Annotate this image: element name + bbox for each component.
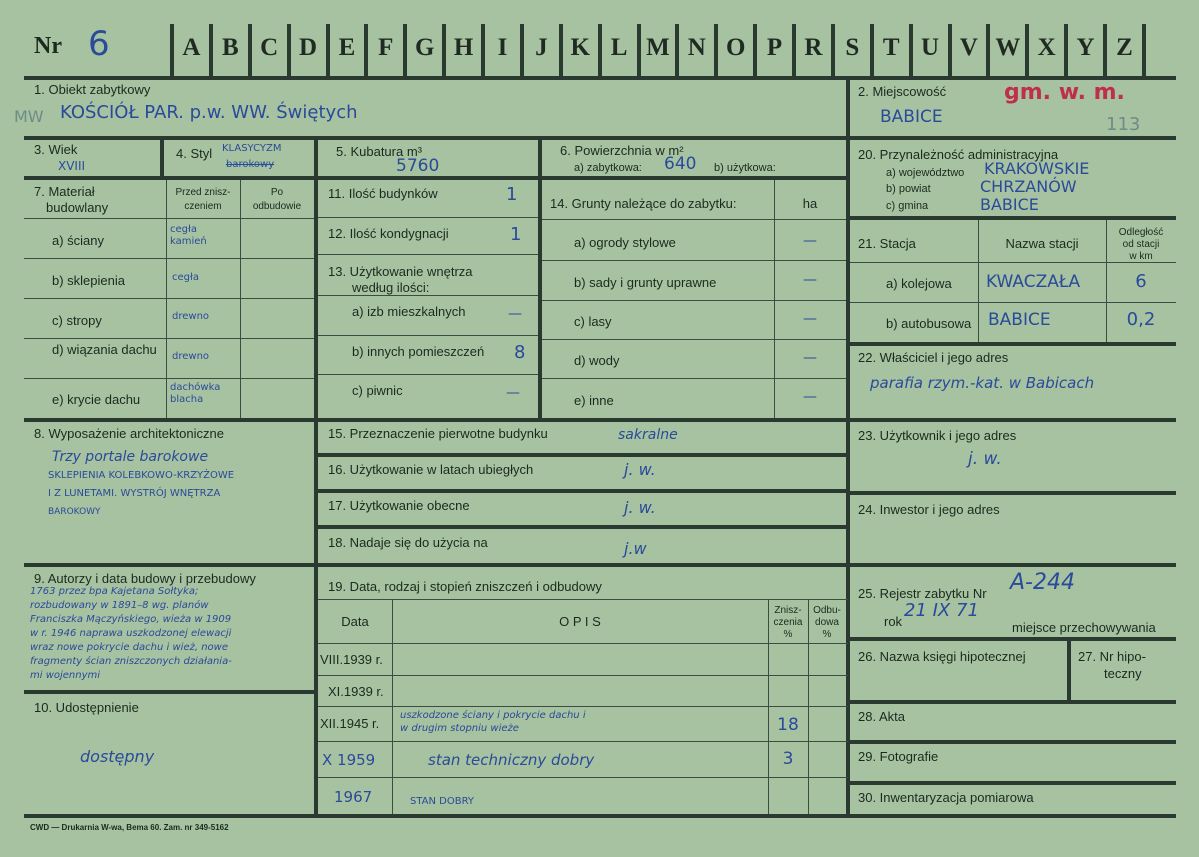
field-5-label: 5. Kubatura m³ [336, 144, 422, 159]
rule [24, 298, 314, 299]
rule [160, 136, 164, 178]
letter-divider [1103, 24, 1107, 76]
letter-index-cell: Y [1076, 34, 1095, 61]
field-8-value-2: SKLEPIENIA KOLEBKOWO-KRZYŻOWE [48, 470, 235, 481]
field-13-label-1: 13. Użytkowanie wnętrza [328, 264, 473, 279]
letter-divider [909, 24, 913, 76]
field-14-row-label: d) wody [574, 353, 620, 368]
field-5-value: 5760 [396, 156, 440, 176]
letter-index-cell: S [845, 34, 860, 61]
field-17-value: j. w. [624, 498, 656, 517]
rule [166, 180, 167, 418]
field-19-col-rebuild-1: Odbu- [813, 605, 841, 616]
rule [318, 374, 538, 375]
field-2-number: 113 [1106, 114, 1141, 135]
field-20-b-label: b) powiat [886, 183, 931, 195]
field-4-struck-value: barokowy [226, 159, 275, 170]
field-25-place-label: miejsce przechowywania [1012, 620, 1156, 635]
rule [24, 136, 1176, 140]
field-2-note: gm. w. m. [1004, 80, 1125, 105]
field-3-label: 3. Wiek [34, 142, 78, 157]
field-21-label: 21. Stacja [858, 236, 916, 251]
field-9-line: w r. 1946 naprawa uszkodzonej elewacji [30, 628, 232, 639]
field-10-label: 10. Udostępnienie [34, 700, 139, 715]
field-21-bus-name: BABICE [988, 310, 1051, 330]
field-13-c-value: — [506, 385, 520, 401]
field-25-value: A-244 [1010, 570, 1075, 595]
rule [314, 136, 318, 816]
rule [318, 453, 848, 457]
rule [542, 339, 846, 340]
field-7-label-2: budowlany [46, 200, 109, 215]
field-19-col-rebuild-2: dowa [815, 617, 839, 628]
field-14-row-value: — [803, 389, 817, 405]
letter-index-cell: V [959, 34, 978, 61]
field-9-label: 9. Autorzy i data budowy i przebudowy [34, 571, 256, 586]
rule [542, 300, 846, 301]
field-15-value: sakralne [618, 427, 678, 443]
field-19-col-destr-1: Znisz- [774, 605, 802, 616]
field-24-label: 24. Inwestor i jego adres [858, 502, 1000, 517]
rule [848, 781, 1176, 785]
letter-index-cell: G [414, 34, 435, 61]
field-16-value: j. w. [624, 460, 656, 479]
field-19-row-date: XI.1939 r. [328, 684, 384, 699]
letter-divider [675, 24, 679, 76]
letter-index-cell: W [995, 34, 1021, 61]
rule [24, 258, 314, 259]
letter-index-cell: U [921, 34, 940, 61]
field-21-col-name: Nazwa stacji [1005, 236, 1079, 251]
field-13-a-value: — [508, 306, 522, 322]
letter-divider [481, 24, 485, 76]
field-14-row-value: — [803, 233, 817, 249]
field-7-row-label: e) krycie dachu [52, 392, 141, 407]
letter-divider [598, 24, 602, 76]
letter-index-cell: L [610, 34, 628, 61]
letter-divider [287, 24, 291, 76]
letter-index-cell: Z [1116, 34, 1133, 61]
field-1-margin-note: MW [14, 107, 44, 126]
field-14-row-label: e) inne [574, 393, 614, 408]
field-20-b-value: CHRZANÓW [980, 177, 1077, 196]
field-21-rail-dist: 6 [1135, 271, 1147, 292]
field-19-row-destr: 18 [777, 715, 799, 735]
letter-divider [364, 24, 368, 76]
letter-index-cell: T [882, 34, 900, 61]
field-6-a-value: 640 [664, 154, 697, 174]
field-26-label: 26. Nazwa księgi hipotecznej [858, 649, 1026, 664]
field-13-a-label: a) izb mieszkalnych [352, 304, 466, 319]
field-19-row-desc: stan techniczny dobry [428, 751, 595, 769]
field-20-a-value: KRAKOWSKIE [984, 159, 1090, 178]
letter-divider [520, 24, 524, 76]
field-21-col-dist-3: w km [1129, 251, 1153, 262]
rule [850, 302, 1176, 303]
field-2-value: BABICE [880, 107, 943, 127]
field-18-value: j.w [624, 539, 647, 558]
field-18-label: 18. Nadaje się do użycia na [328, 535, 488, 550]
field-7-col-before-1: Przed znisz- [175, 187, 231, 198]
letter-index-cell: I [497, 34, 508, 61]
field-7-col-after-2: odbudowie [252, 201, 302, 212]
field-21-rail-label: a) kolejowa [886, 276, 952, 291]
rule [848, 342, 1176, 346]
letter-divider [170, 24, 174, 76]
field-9-line: rozbudowany w 1891–8 wg. planów [30, 600, 209, 611]
field-14-row-value: — [803, 350, 817, 366]
letter-divider [1064, 24, 1068, 76]
field-23-value: j. w. [968, 449, 1002, 469]
field-7-row-before: dachówka blacha [170, 382, 221, 405]
field-7-row-before: cegła [172, 272, 199, 283]
field-6-a-label: a) zabytkowa: [574, 162, 642, 174]
field-7-col-before-2: czeniem [184, 201, 222, 212]
letter-index-cell: J [535, 34, 548, 61]
field-12-label: 12. Ilość kondygnacji [328, 226, 449, 241]
rule [24, 218, 314, 219]
field-14-row-value: — [803, 272, 817, 288]
rule [24, 418, 1176, 422]
field-9-line: wraz nowe pokrycie dachu i wież, nowe [30, 642, 228, 653]
letter-index-cell: H [453, 34, 474, 61]
field-9-line: Franciszka Mączyńskiego, wieża w 1909 [30, 614, 232, 625]
field-3-value: XVIII [58, 159, 86, 173]
field-19-col-desc: O P I S [559, 614, 601, 629]
letter-divider [326, 24, 330, 76]
letter-divider [986, 24, 990, 76]
field-14-row-label: c) lasy [574, 314, 612, 329]
field-9-line: mi wojennymi [30, 670, 101, 681]
field-1-label: 1. Obiekt zabytkowy [34, 82, 151, 97]
field-14-label: 14. Grunty należące do zabytku: [550, 196, 737, 211]
rule [24, 814, 1176, 818]
field-14-row-label: a) ogrody stylowe [574, 235, 676, 250]
field-19-row-desc: STAN DOBRY [410, 796, 475, 807]
letter-index-cell: B [221, 34, 239, 61]
field-8-value-4: BAROKOWY [48, 507, 101, 517]
field-6-b-label: b) użytkowa: [714, 162, 776, 174]
field-7-row-label: d) wiązania dachu [52, 342, 157, 357]
letter-divider [248, 24, 252, 76]
field-8-value-1: Trzy portale barokowe [52, 449, 209, 465]
field-13-label-2: według ilości: [352, 280, 430, 295]
field-13-c-label: c) piwnic [352, 383, 403, 398]
letter-index-cell: X [1037, 34, 1056, 61]
rule [542, 378, 846, 379]
field-11-label: 11. Ilość budynków [328, 186, 438, 201]
field-29-label: 29. Fotografie [858, 749, 939, 764]
field-16-label: 16. Użytkowanie w latach ubiegłych [328, 462, 534, 477]
letter-divider [1025, 24, 1029, 76]
field-19-row-desc-2: w drugim stopniu wieże [400, 723, 519, 734]
letter-divider [948, 24, 952, 76]
field-13-b-label: b) innych pomieszczeń [352, 344, 485, 359]
letter-index-cell: D [299, 34, 318, 61]
field-19-col-date: Data [341, 614, 369, 629]
letter-index-cell: M [646, 34, 670, 61]
letter-index-cell: E [338, 34, 356, 61]
printer-imprint: CWD — Drukarnia W-wa, Bema 60. Zam. nr 349-5162 [30, 823, 229, 832]
rule [24, 176, 848, 180]
field-19-col-destr-3: % [783, 629, 793, 640]
letter-index-cell: P [766, 34, 783, 61]
letter-divider [403, 24, 407, 76]
field-19-row-date: XII.1945 r. [320, 716, 380, 731]
field-15-label: 15. Przeznaczenie pierwotne budynku [328, 426, 548, 441]
rule [392, 599, 393, 814]
rule [1067, 637, 1071, 702]
field-17-label: 17. Użytkowanie obecne [328, 498, 470, 513]
field-19-col-rebuild-3: % [822, 629, 832, 640]
field-20-c-value: BABICE [980, 195, 1039, 214]
field-2-label: 2. Miejscowość [858, 84, 947, 99]
rule [24, 690, 318, 694]
rule [318, 295, 538, 296]
field-7-row-label: a) ściany [52, 233, 105, 248]
letter-divider [831, 24, 835, 76]
letter-index-cell: K [570, 34, 590, 61]
field-14-row-value: — [803, 311, 817, 327]
letter-divider [753, 24, 757, 76]
letter-index-cell: N [687, 34, 706, 61]
rule [318, 489, 848, 493]
rule [542, 219, 846, 220]
rule [848, 216, 1176, 220]
field-19-row-date: 1967 [334, 788, 373, 806]
letter-divider [637, 24, 641, 76]
rule [848, 700, 1176, 704]
rule [848, 637, 1176, 641]
field-19-row-date: X 1959 [322, 751, 376, 769]
field-1-value: KOŚCIÓŁ PAR. p.w. WW. Świętych [60, 102, 358, 123]
field-6-label: 6. Powierzchnia w m² [560, 143, 684, 158]
field-7-row-label: b) sklepienia [52, 273, 125, 288]
field-20-label: 20. Przynależność administracyjna [858, 147, 1059, 162]
nr-label: Nr [34, 33, 62, 59]
field-21-rail-name: KWACZAŁA [986, 272, 1081, 292]
field-12-value: 1 [510, 224, 522, 245]
field-25-rok-value: 21 IX 71 [904, 600, 979, 621]
rule [240, 180, 241, 418]
letter-index-cell: C [260, 34, 279, 61]
letter-divider [714, 24, 718, 76]
letter-index-cell: A [182, 34, 201, 61]
letter-index-cell: R [804, 34, 823, 61]
rule [318, 254, 538, 255]
rule [24, 378, 314, 379]
field-14-row-label: b) sady i grunty uprawne [574, 275, 717, 290]
rule [774, 180, 775, 418]
rule [24, 563, 1176, 567]
field-19-col-destr-2: czenia [773, 617, 803, 628]
field-21-col-dist-1: Odległość [1118, 227, 1164, 238]
field-19-row-desc: uszkodzone ściany i pokrycie dachu i [400, 710, 586, 721]
field-19-row-date: VIII.1939 r. [320, 652, 383, 667]
field-20-c-label: c) gmina [886, 200, 929, 212]
rule [542, 260, 846, 261]
letter-divider [442, 24, 446, 76]
field-28-label: 28. Akta [858, 709, 905, 724]
field-30-label: 30. Inwentaryzacja pomiarowa [858, 790, 1034, 805]
field-27-label-2: teczny [1104, 666, 1142, 681]
rule [318, 335, 538, 336]
rule [848, 491, 1176, 495]
rule [318, 525, 848, 529]
field-27-label-1: 27. Nr hipo- [1078, 649, 1146, 664]
field-13-b-value: 8 [514, 342, 526, 363]
field-4-label: 4. Styl [176, 146, 213, 161]
letter-index-cell: F [378, 34, 394, 61]
field-21-bus-label: b) autobusowa [886, 316, 972, 331]
field-4-value: KLASYCYZM [222, 143, 282, 154]
field-19-label: 19. Data, rodzaj i stopień zniszczeń i odbudowy [328, 579, 602, 594]
field-9-line: 1763 przez bpa Kajetana Sołtyka; [30, 586, 199, 597]
field-8-label: 8. Wyposażenie architektoniczne [34, 426, 224, 441]
letter-divider [209, 24, 213, 76]
field-7-row-before: drewno [172, 351, 210, 362]
field-21-col-dist-2: od stacji [1122, 239, 1160, 250]
field-19-row-destr: 3 [782, 749, 794, 769]
field-7-row-label: c) stropy [52, 313, 102, 328]
letter-divider [1142, 24, 1146, 76]
field-20-a-label: a) województwo [886, 167, 965, 179]
field-21-bus-dist: 0,2 [1126, 309, 1156, 330]
field-23-label: 23. Użytkownik i jego adres [858, 428, 1017, 443]
letter-divider [559, 24, 563, 76]
rule [848, 740, 1176, 744]
letter-divider [870, 24, 874, 76]
field-25-rok-label: rok [884, 614, 903, 629]
field-22-value: parafia rzym.-kat. w Babicach [870, 374, 1095, 392]
field-14-unit: ha [802, 196, 818, 211]
rule [846, 76, 850, 816]
field-11-value: 1 [506, 184, 518, 205]
field-8-value-3: I Z LUNETAMI. WYSTRÓJ WNĘTRZA [48, 488, 221, 499]
letter-index-cell: O [725, 34, 746, 61]
field-7-label-1: 7. Materiał [34, 184, 95, 199]
field-25-label: 25. Rejestr zabytku Nr [858, 586, 987, 601]
field-10-value: dostępny [80, 747, 155, 766]
rule [24, 338, 314, 339]
field-7-col-after-1: Po [270, 187, 284, 198]
rule [318, 217, 538, 218]
field-7-row-before: drewno [172, 311, 210, 322]
field-22-label: 22. Właściciel i jego adres [858, 350, 1009, 365]
letter-divider [792, 24, 796, 76]
field-9-line: fragmenty ścian zniszczonych działania- [30, 656, 232, 667]
nr-value: 6 [88, 24, 110, 64]
field-7-row-before: cegła kamień [170, 224, 207, 247]
